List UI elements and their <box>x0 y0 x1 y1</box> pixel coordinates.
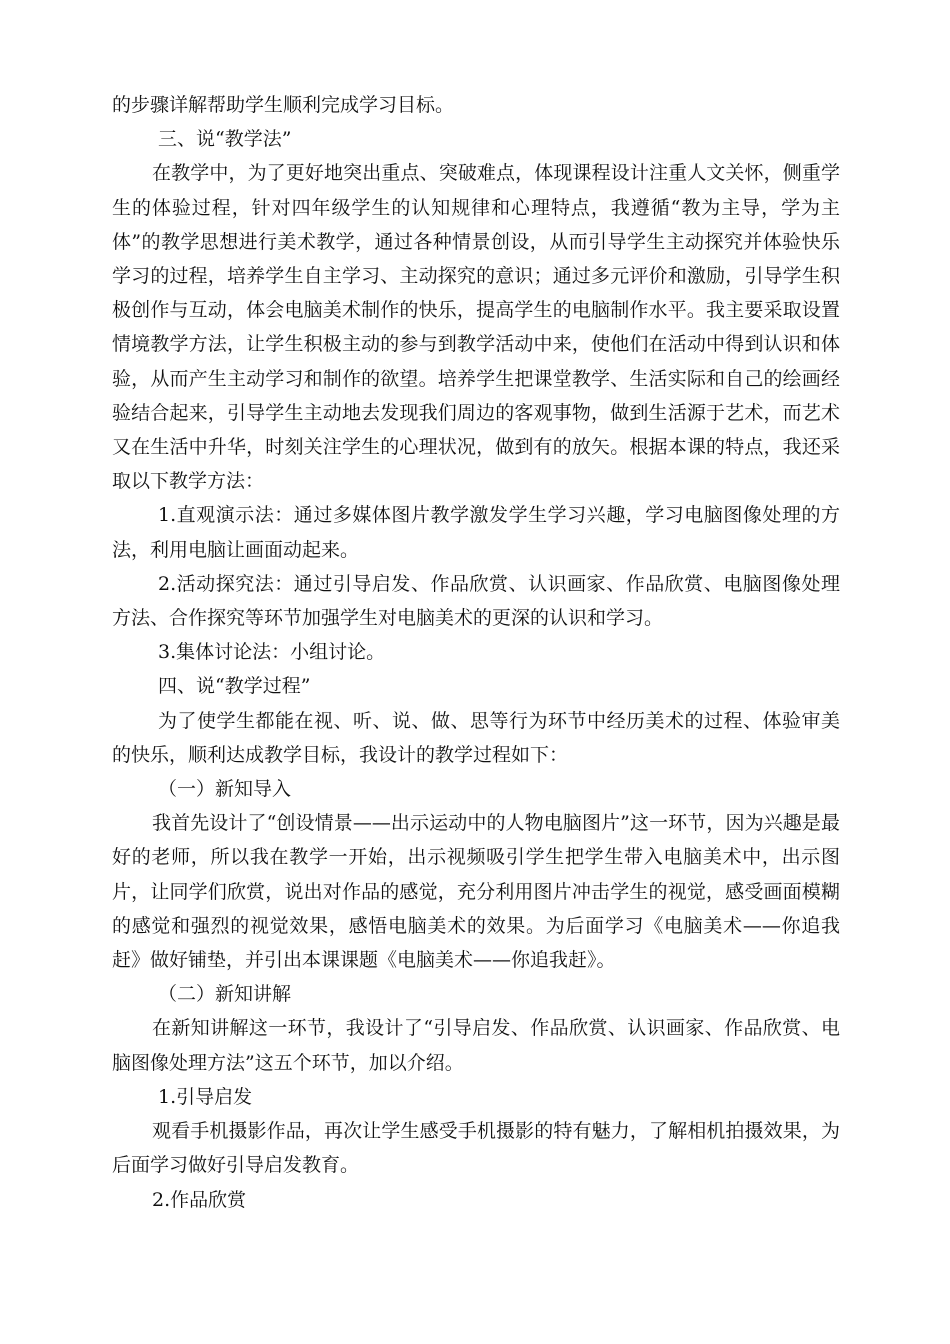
list-item-method-2: 2.活动探究法：通过引导启发、作品欣赏、认识画家、作品欣赏、电脑图像处理方法、合作探究等环节加强学生对电脑美术的更深的认识和学习。 <box>112 572 840 630</box>
subheading-new-knowledge-explain: （二）新知讲解 <box>158 983 292 1006</box>
paragraph-new-knowledge-explain: 在新知讲解这一环节，我设计了“引导启发、作品欣赏、认识画家、作品欣赏、电脑图像处理方法”这五个环节，加以介绍。 <box>112 1017 840 1074</box>
paragraph-teaching-process-intro: 为了使学生都能在视、听、说、做、思等行为环节中经历美术的过程、体验审美的快乐，顺利达成教学目标，我设计的教学过程如下： <box>112 709 840 766</box>
section-heading-teaching-process: 四、说“教学过程” <box>158 675 311 698</box>
list-item-method-1: 1.直观演示法：通过多媒体图片教学激发学生学习兴趣，学习电脑图像处理的方法，利用电脑让画面动起来。 <box>112 504 840 561</box>
list-item-method-3: 3.集体讨论法：小组讨论。 <box>158 641 386 664</box>
paragraph-guide: 观看手机摄影作品，再次让学生感受手机摄影的特有魅力，了解相机拍摄效果，为后面学习做好引导启发教育。 <box>112 1120 840 1177</box>
paragraph-continuation: 的步骤详解帮助学生顺利完成学习目标。 <box>112 94 455 116</box>
paragraph-teaching-method-intro: 在教学中，为了更好地突出重点、突破难点，体现课程设计注重人文关怀，侧重学生的体验过程，针对四年级学生的认知规律和心理特点，我遵循“教为主导，学为主体”的教学思想进行美术教学，通过各种情景创设，从而引导学生主动探究并体验快乐学习的过程，培养学生自主学习、主动探究的意识；通过多元评价和激励，引导学生积极创作与互动，体会电脑美术制作的快乐，提高学生的电脑制作水平。我主要采取设置情境教学方法，让学生积极主动的参与到教学活动中来，使他们在活动中得到认识和体验，从而产生主动学习和制作的欲望。培养学生把课堂教学、生活实际和自己的绘画经验结合起来，引导学生主动地去发现我们周边的客观事物，做到生活源于艺术，而艺术又在生活中升华，时刻关注学生的心理状况，做到有的放矢。根据本课的特点，我还采取以下教学方法： <box>112 162 840 493</box>
document-body <box>112 88 840 1217</box>
list-item-work-appreciation: 2.作品欣赏 <box>152 1188 247 1211</box>
paragraph-new-knowledge-intro: 我首先设计了“创设情景——出示运动中的人物电脑图片”这一环节，因为兴趣是最好的老师，所以我在教学一开始，出示视频吸引学生把学生带入电脑美术中，出示图片，让同学们欣赏，说出对作品的感觉，充分利用图片冲击学生的视觉，感受画面模糊的感觉和强烈的视觉效果，感悟电脑美术的效果。为后面学习《电脑美术——你追我赶》做好铺垫，并引出本课课题《电脑美术——你追我赶》。 <box>112 812 840 972</box>
list-item-guide: 1.引导启发 <box>158 1085 253 1108</box>
subheading-new-knowledge-intro: （一）新知导入 <box>158 778 292 801</box>
section-heading-teaching-method: 三、说“教学法” <box>158 128 292 151</box>
